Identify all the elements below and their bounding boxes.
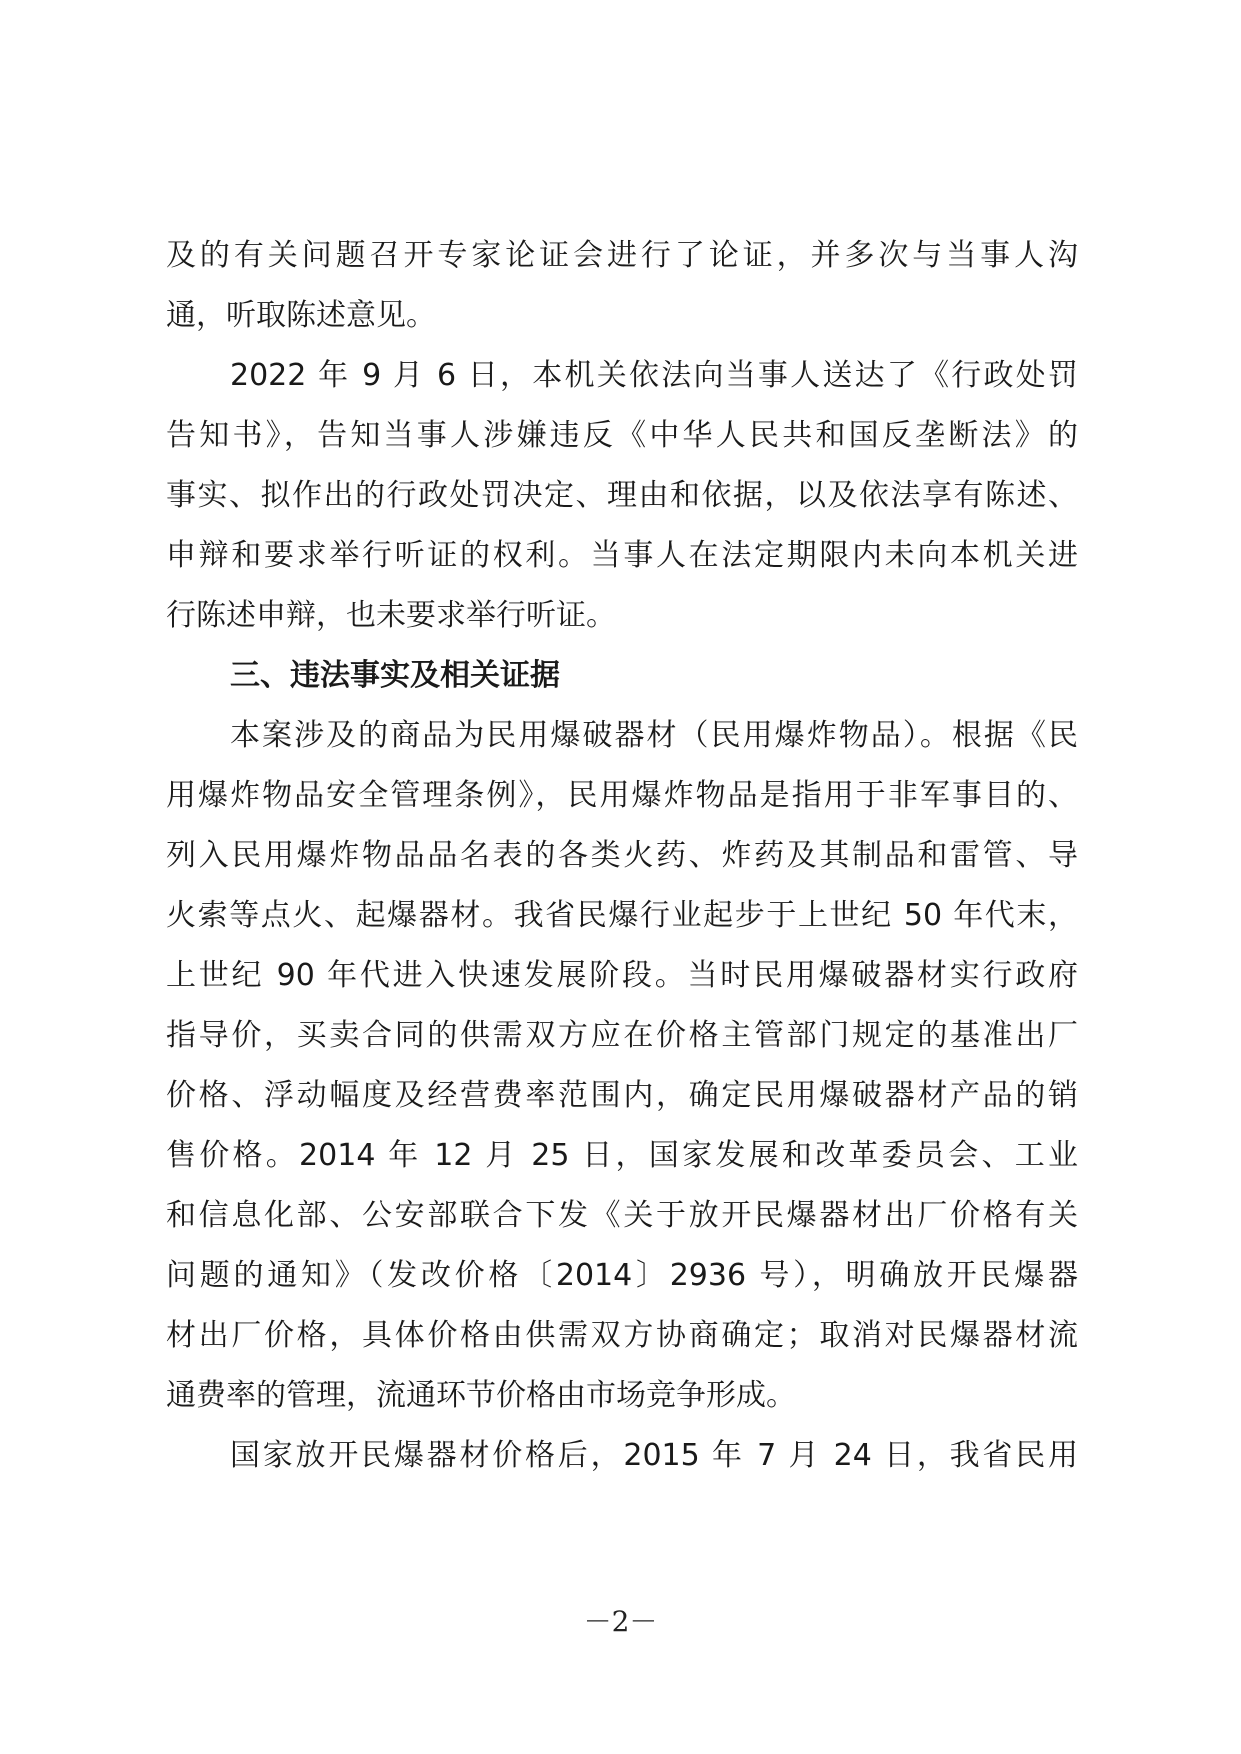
paragraph-line: 火索等点火、起爆器材。我省民爆行业起步于上世纪 50 年代末， (166, 898, 1078, 933)
paragraph-line: 价格、浮动幅度及经营费率范围内，确定民用爆破器材产品的销 (166, 1078, 1078, 1113)
paragraph-line: 通费率的管理，流通环节价格由市场竞争形成。 (166, 1378, 796, 1413)
paragraph-line: 及的有关问题召开专家论证会进行了论证，并多次与当事人沟 (166, 238, 1078, 273)
body-text (166, 226, 1078, 1486)
page-number: －2－ (583, 1605, 658, 1638)
paragraph-line: 本案涉及的商品为民用爆破器材（民用爆炸物品）。根据《民 (230, 718, 1078, 753)
paragraph-line: 事实、拟作出的行政处罚决定、理由和依据，以及依法享有陈述、 (166, 478, 1078, 513)
section-heading: 三、违法事实及相关证据 (230, 658, 560, 693)
paragraph-line: 材出厂价格，具体价格由供需双方协商确定；取消对民爆器材流 (166, 1318, 1078, 1353)
paragraph-line: 2022 年 9 月 6 日，本机关依法向当事人送达了《行政处罚 (230, 358, 1078, 393)
paragraph-line: 申辩和要求举行听证的权利。当事人在法定期限内未向本机关进 (166, 538, 1078, 573)
paragraph-line: 用爆炸物品安全管理条例》，民用爆炸物品是指用于非军事目的、 (166, 778, 1078, 813)
paragraph-line: 售价格。2014 年 12 月 25 日，国家发展和改革委员会、工业 (166, 1138, 1078, 1173)
paragraph-line: 和信息化部、公安部联合下发《关于放开民爆器材出厂价格有关 (166, 1198, 1078, 1233)
paragraph-line: 列入民用爆炸物品品名表的各类火药、炸药及其制品和雷管、导 (166, 838, 1078, 873)
paragraph-line: 告知书》，告知当事人涉嫌违反《中华人民共和国反垄断法》的 (166, 418, 1078, 453)
paragraph-line: 指导价，买卖合同的供需双方应在价格主管部门规定的基准出厂 (166, 1018, 1078, 1053)
paragraph-line: 问题的通知》（发改价格〔2014〕2936 号），明确放开民爆器 (166, 1258, 1078, 1293)
paragraph-line: 通，听取陈述意见。 (166, 298, 436, 333)
paragraph-line: 上世纪 90 年代进入快速发展阶段。当时民用爆破器材实行政府 (166, 958, 1078, 993)
paragraph-line: 国家放开民爆器材价格后，2015 年 7 月 24 日，我省民用 (230, 1438, 1078, 1473)
paragraph-line: 行陈述申辩，也未要求举行听证。 (166, 598, 616, 633)
